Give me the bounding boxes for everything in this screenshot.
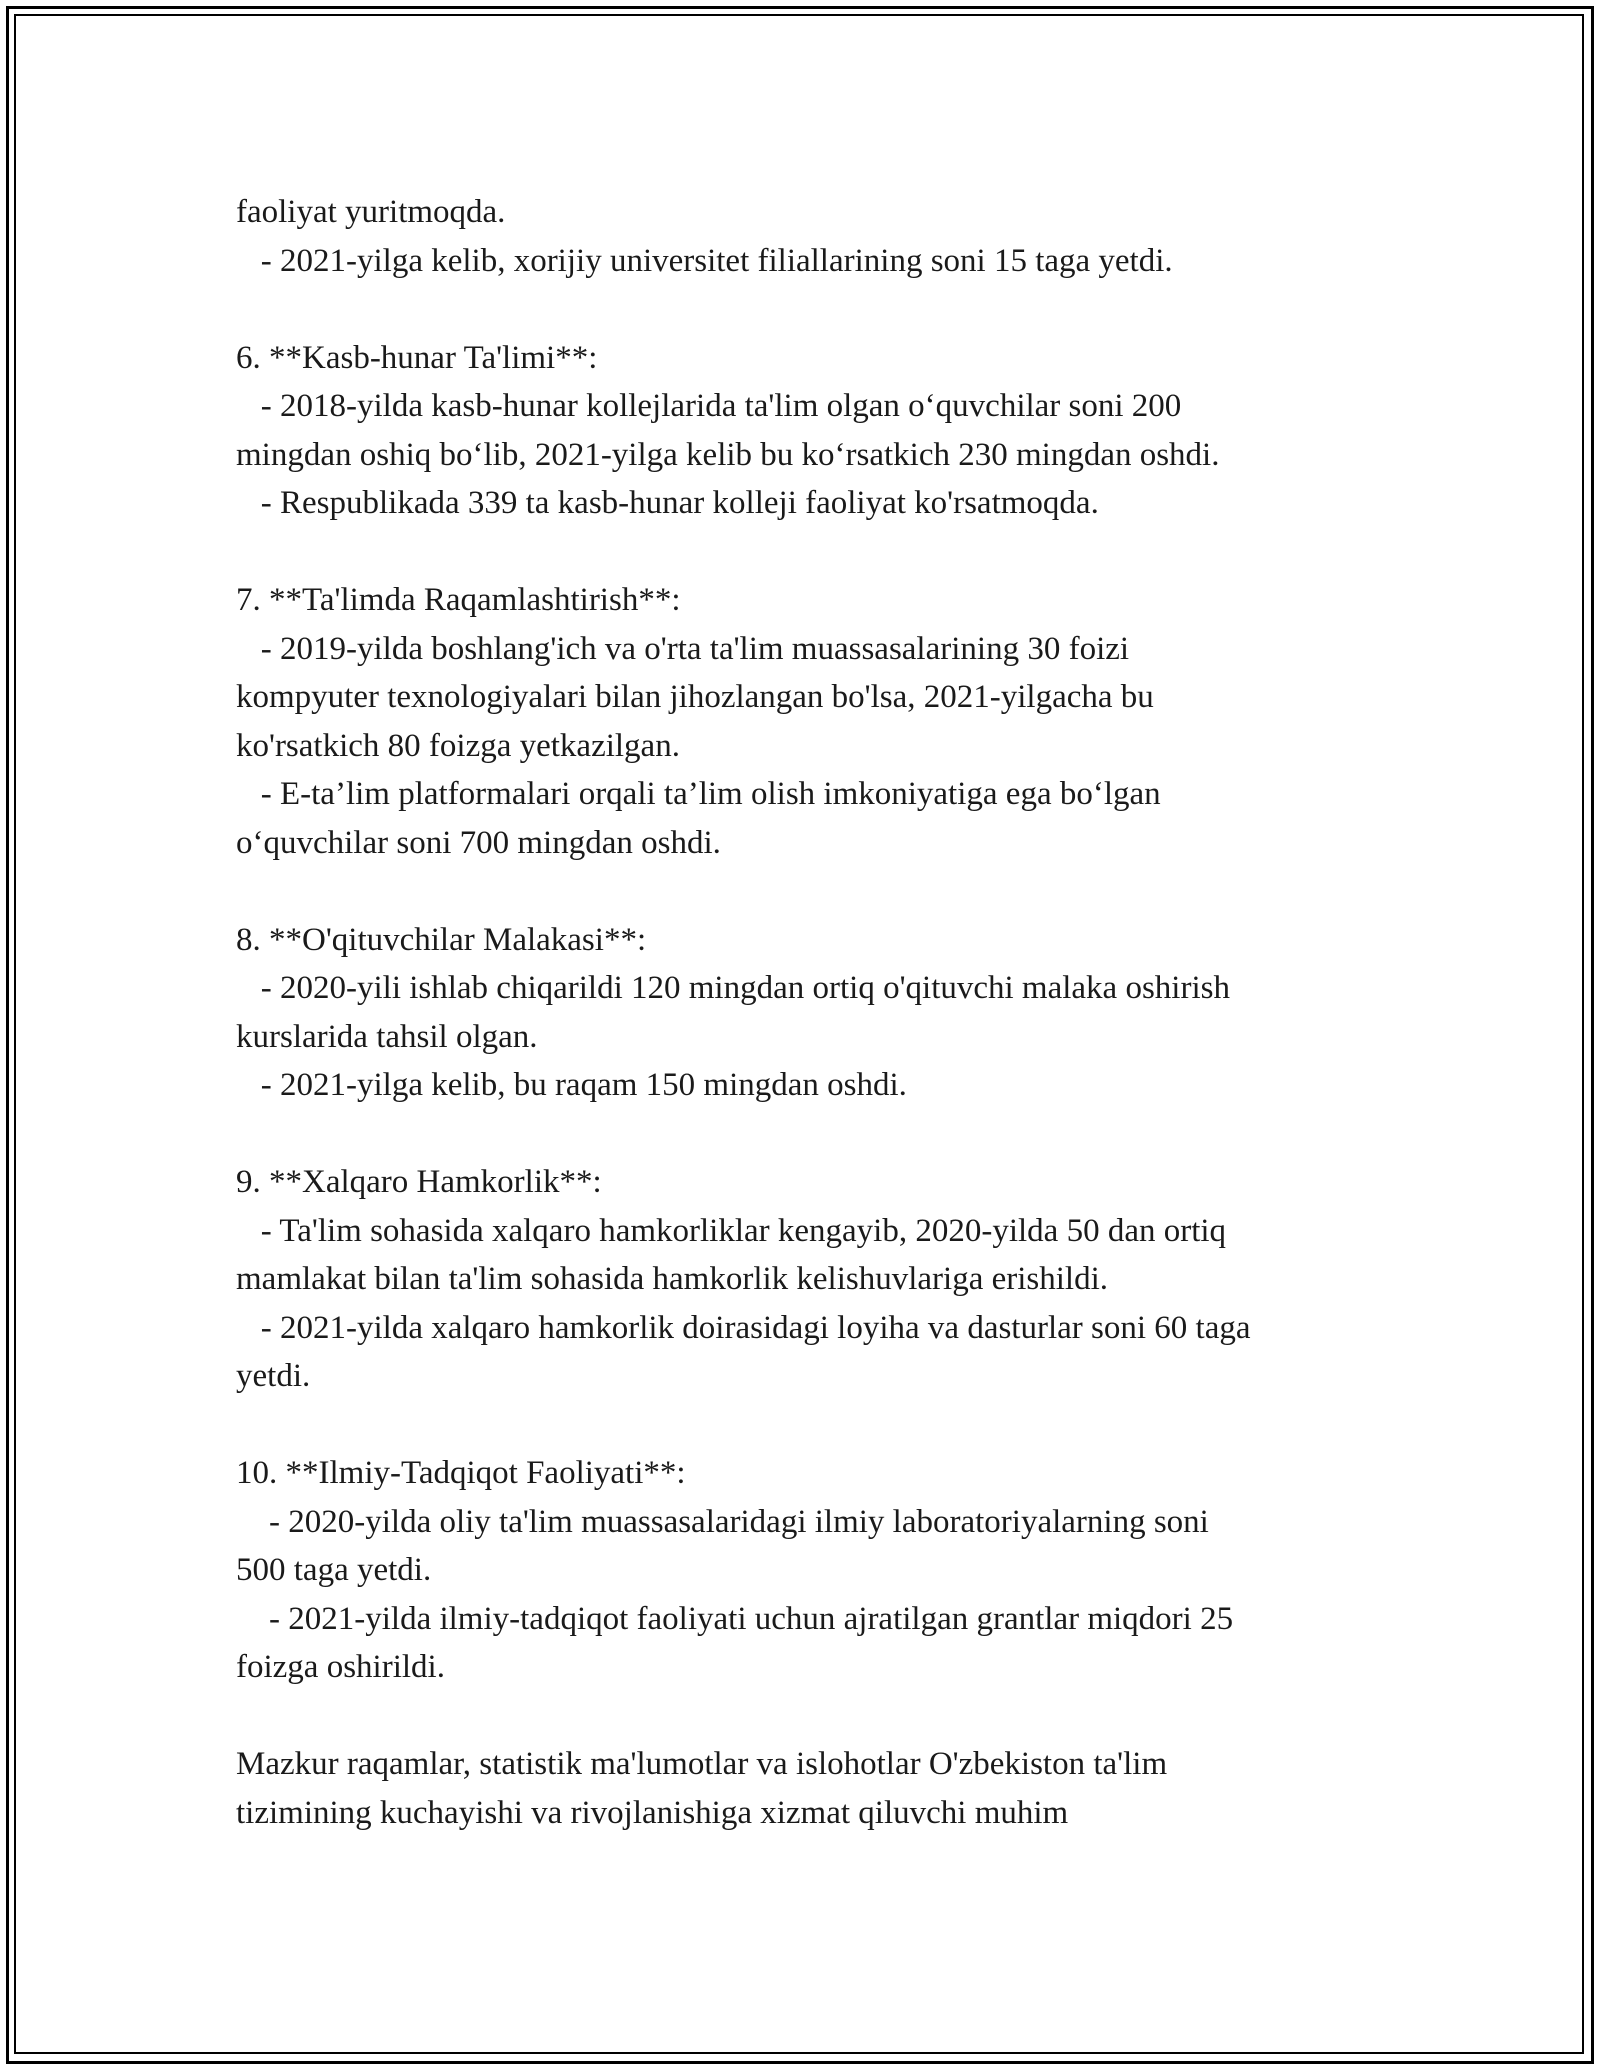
- bullet-line: - 2021-yilda xalqaro hamkorlik doirasidagi loyiha va dasturlar soni 60 taga: [236, 1309, 1251, 1346]
- section-raqamlashtirish: [236, 576, 1416, 867]
- text-line: tizimining kuchayishi va rivojlanishiga xizmat qiluvchi muhim: [236, 1794, 1069, 1831]
- text-line: mamlakat bilan ta'lim sohasida hamkorlik kelishuvlariga erishildi.: [236, 1261, 1109, 1297]
- section-heading: 6. **Kasb-hunar Ta'limi**:: [236, 339, 598, 376]
- intro-block: [236, 188, 1416, 285]
- text-line: 500 taga yetdi.: [236, 1552, 432, 1588]
- text-line: kompyuter texnologiyalari bilan jihozlangan bo'lsa, 2021-yilgacha bu: [236, 679, 1154, 715]
- section-heading: 7. **Ta'limda Raqamlashtirish**:: [236, 582, 681, 618]
- conclusion-paragraph: [236, 1740, 1416, 1837]
- document-body: [236, 188, 1416, 1837]
- bullet-line: - E-ta’lim platformalari orqali ta’lim olish imkoniyatiga ega bo‘lgan: [236, 776, 1161, 812]
- bullet-line: - 2018-yilda kasb-hunar kollejlarida ta'lim olgan o‘quvchilar soni 200: [236, 388, 1182, 424]
- section-ilmiy-tadqiqot: [236, 1449, 1416, 1692]
- paragraph-spacer: [236, 285, 1416, 334]
- text-line: foizga oshirildi.: [236, 1649, 445, 1685]
- paragraph-spacer: [236, 528, 1416, 577]
- paragraph-spacer: [236, 1110, 1416, 1159]
- bullet-line: - 2021-yilga kelib, bu raqam 150 mingdan oshdi.: [236, 1067, 907, 1103]
- section-heading: 8. **O'qituvchilar Malakasi**:: [236, 921, 647, 958]
- bullet-line: - 2020-yili ishlab chiqarildi 120 mingdan ortiq o'qituvchi malaka oshirish: [236, 970, 1230, 1006]
- bullet-line: - 2019-yilda boshlang'ich va o'rta ta'lim muassasalarining 30 foizi: [236, 630, 1130, 667]
- section-xalqaro-hamkorlik: [236, 1158, 1416, 1401]
- text-line: mingdan oshiq bo‘lib, 2021-yilga kelib bu ko‘rsatkich 230 mingdan oshdi.: [236, 436, 1220, 473]
- text-line: o‘quvchilar soni 700 mingdan oshdi.: [236, 824, 721, 861]
- text-line: yetdi.: [236, 1358, 311, 1394]
- bullet-line: - Ta'lim sohasida xalqaro hamkorliklar kengayib, 2020-yilda 50 dan ortiq: [236, 1212, 1227, 1249]
- bullet-line: - 2020-yilda oliy ta'lim muassasalaridagi ilmiy laboratoriyalarning soni: [236, 1503, 1209, 1540]
- text-line: Mazkur raqamlar, statistik ma'lumotlar va islohotlar O'zbekiston ta'lim: [236, 1746, 1168, 1782]
- paragraph-spacer: [236, 1692, 1416, 1741]
- text-line: ko'rsatkich 80 foizga yetkazilgan.: [236, 727, 680, 764]
- section-heading: 9. **Xalqaro Hamkorlik**:: [236, 1164, 602, 1200]
- paragraph-spacer: [236, 867, 1416, 916]
- section-oqituvchilar: [236, 916, 1416, 1110]
- text-line: faoliyat yuritmoqda.: [236, 194, 506, 230]
- section-heading: 10. **Ilmiy-Tadqiqot Faoliyati**:: [236, 1455, 686, 1491]
- text-line: kurslarida tahsil olgan.: [236, 1018, 538, 1055]
- paragraph-spacer: [236, 1401, 1416, 1450]
- bullet-line: - 2021-yilda ilmiy-tadqiqot faoliyati uchun ajratilgan grantlar miqdori 25: [236, 1600, 1234, 1637]
- section-kasb-hunar: [236, 334, 1416, 528]
- bullet-line: - 2021-yilga kelib, xorijiy universitet filiallarining soni 15 taga yetdi.: [236, 242, 1173, 279]
- bullet-line: - Respublikada 339 ta kasb-hunar kolleji faoliyat ko'rsatmoqda.: [236, 485, 1099, 521]
